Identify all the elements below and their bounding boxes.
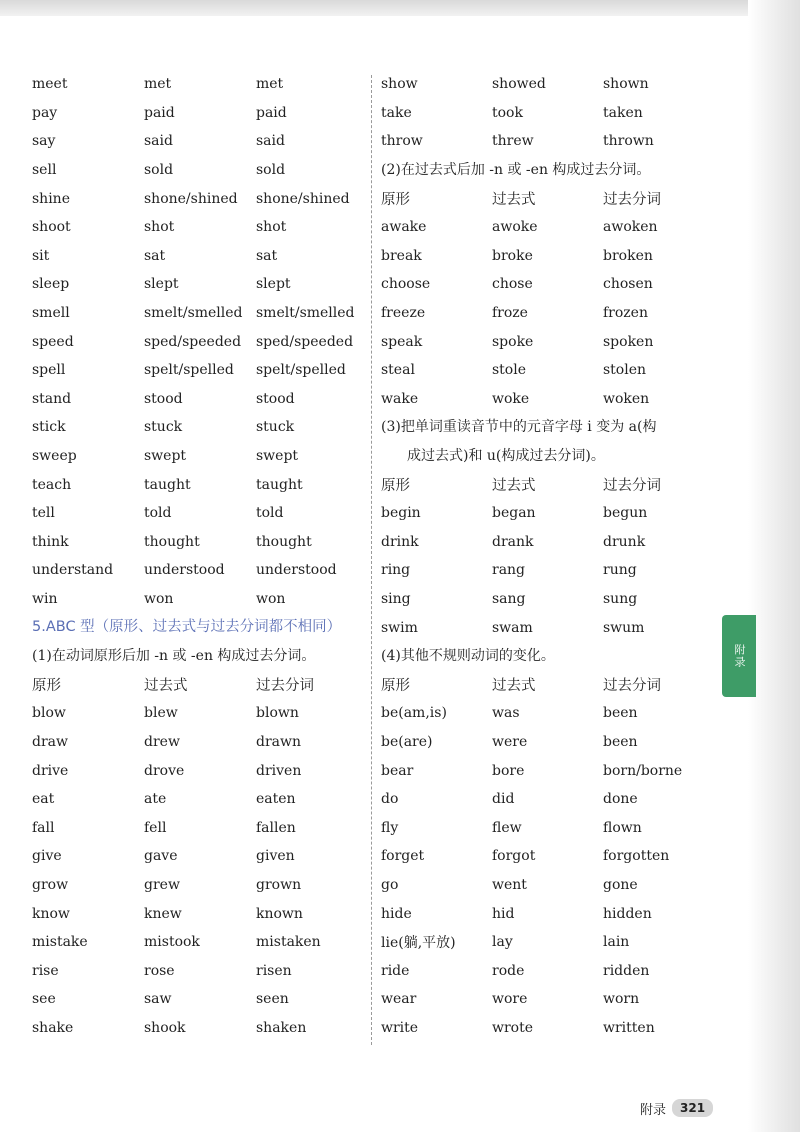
past-tense: thought — [144, 533, 200, 550]
table-row — [32, 842, 372, 871]
table-row — [32, 413, 372, 442]
table-row — [381, 299, 716, 328]
past-participle: shot — [256, 219, 287, 236]
table-row — [32, 728, 372, 757]
base-form: tell — [32, 505, 55, 522]
page-edge-shading — [748, 0, 800, 1132]
past-participle: spoken — [603, 333, 654, 350]
past-tense: shook — [144, 1019, 186, 1036]
past-participle: born/borne — [603, 762, 683, 779]
past-participle: eaten — [256, 791, 296, 808]
past-participle: won — [256, 590, 286, 607]
past-tense: drank — [492, 533, 534, 550]
past-participle: woken — [603, 390, 650, 407]
verb-table-sub3 — [381, 499, 716, 642]
past-tense: grew — [144, 876, 180, 893]
table-row — [32, 585, 372, 614]
table-row — [32, 99, 372, 128]
base-form: win — [32, 590, 58, 607]
past-participle: swept — [256, 448, 299, 465]
past-tense: mistook — [144, 934, 200, 951]
past-tense: woke — [492, 390, 530, 407]
verb-table-sub4 — [381, 699, 716, 1042]
past-tense: stuck — [144, 419, 183, 436]
header-past-tense: 过去式 — [144, 678, 188, 695]
past-participle: awoken — [603, 219, 658, 236]
past-participle: drunk — [603, 533, 646, 550]
past-participle: stood — [256, 390, 295, 407]
base-form: lie(躺,平放) — [381, 935, 456, 952]
past-tense: swept — [144, 448, 187, 465]
past-tense: stole — [492, 362, 527, 379]
table-row — [32, 813, 372, 842]
past-tense: sped/speeded — [144, 333, 242, 350]
past-participle: swum — [603, 619, 645, 636]
base-form: understand — [32, 562, 114, 579]
past-tense: swam — [492, 619, 533, 636]
past-tense: were — [492, 733, 528, 750]
past-tense: did — [492, 791, 515, 808]
table-row — [32, 556, 372, 585]
right-column — [381, 70, 716, 1042]
past-participle: met — [256, 76, 284, 93]
base-form: bear — [381, 762, 414, 779]
header-base-form: 原形 — [32, 678, 61, 695]
past-participle: said — [256, 133, 285, 150]
past-participle: been — [603, 705, 638, 722]
past-participle: stolen — [603, 362, 647, 379]
past-tense: sold — [144, 162, 174, 179]
base-form: take — [381, 104, 412, 121]
table-row — [32, 184, 372, 213]
base-form: choose — [381, 276, 431, 293]
past-participle: stuck — [256, 419, 295, 436]
table-row — [381, 842, 716, 871]
past-tense: shot — [144, 219, 175, 236]
base-form: shoot — [32, 219, 71, 236]
table-row — [32, 270, 372, 299]
base-form: stand — [32, 390, 72, 407]
header-base-form: 原形 — [381, 192, 410, 209]
base-form: spell — [32, 362, 66, 379]
table-row — [32, 127, 372, 156]
table-row — [32, 442, 372, 471]
past-tense: taught — [144, 476, 191, 493]
past-participle: shone/shined — [256, 190, 350, 207]
base-form: swim — [381, 619, 418, 636]
past-tense: stood — [144, 390, 183, 407]
base-form: begin — [381, 505, 421, 522]
past-tense: said — [144, 133, 173, 150]
base-form: rise — [32, 962, 59, 979]
table-row — [381, 327, 716, 356]
table-header-row — [381, 184, 716, 213]
table-row — [32, 699, 372, 728]
side-tab-label: 附录 — [733, 644, 746, 668]
verb-table-top-right — [381, 70, 716, 156]
header-past-participle: 过去分词 — [603, 678, 661, 695]
base-form: go — [381, 876, 399, 893]
past-participle: chosen — [603, 276, 653, 293]
past-tense: awoke — [492, 219, 538, 236]
base-form: wake — [381, 390, 419, 407]
table-row — [381, 1014, 716, 1043]
table-row — [32, 385, 372, 414]
base-form: ring — [381, 562, 411, 579]
past-tense: paid — [144, 104, 175, 121]
table-row — [381, 956, 716, 985]
header-past-participle: 过去分词 — [603, 478, 661, 495]
base-form: think — [32, 533, 69, 550]
past-tense: ate — [144, 791, 167, 808]
base-form: shine — [32, 190, 70, 207]
base-form: wear — [381, 991, 417, 1008]
base-form: mistake — [32, 934, 88, 951]
past-tense: bore — [492, 762, 525, 779]
past-participle: taught — [256, 476, 303, 493]
table-row — [381, 499, 716, 528]
past-tense: saw — [144, 991, 172, 1008]
table-row — [32, 756, 372, 785]
header-base-form: 原形 — [381, 678, 410, 695]
past-participle: known — [256, 905, 303, 922]
past-participle: worn — [603, 991, 640, 1008]
table-row — [32, 528, 372, 557]
past-tense: told — [144, 505, 172, 522]
base-form: drink — [381, 533, 419, 550]
base-form: steal — [381, 362, 415, 379]
table-row — [381, 928, 716, 957]
table-row — [381, 528, 716, 557]
past-tense: drove — [144, 762, 185, 779]
past-tense: met — [144, 76, 172, 93]
base-form: pay — [32, 104, 58, 121]
table-row — [381, 213, 716, 242]
past-participle: ridden — [603, 962, 650, 979]
table-row — [32, 871, 372, 900]
verb-table-top-left — [32, 70, 372, 613]
past-participle: written — [603, 1019, 655, 1036]
base-form: see — [32, 991, 56, 1008]
past-participle: broken — [603, 247, 653, 264]
page-top-shadow — [0, 0, 800, 16]
past-tense: showed — [492, 76, 546, 93]
base-form: speed — [32, 333, 74, 350]
base-form: sing — [381, 590, 411, 607]
header-past-tense: 过去式 — [492, 192, 536, 209]
past-tense: broke — [492, 247, 533, 264]
header-past-tense: 过去式 — [492, 678, 536, 695]
table-row — [381, 127, 716, 156]
past-tense: wore — [492, 991, 528, 1008]
base-form: stick — [32, 419, 66, 436]
table-row — [381, 613, 716, 642]
past-tense: sat — [144, 247, 166, 264]
past-participle: blown — [256, 705, 299, 722]
table-row — [32, 899, 372, 928]
page-footer — [640, 1098, 713, 1118]
table-row — [381, 356, 716, 385]
table-row — [381, 270, 716, 299]
table-header-row — [381, 670, 716, 699]
table-row — [381, 985, 716, 1014]
base-form: hide — [381, 905, 412, 922]
past-tense: slept — [144, 276, 179, 293]
base-form: know — [32, 905, 70, 922]
base-form: forget — [381, 848, 425, 865]
base-form: freeze — [381, 305, 426, 322]
past-tense: drew — [144, 733, 180, 750]
past-tense: won — [144, 590, 174, 607]
base-form: blow — [32, 705, 66, 722]
past-tense: shone/shined — [144, 190, 238, 207]
past-tense: smelt/smelled — [144, 305, 243, 322]
subsection-1-title: (1)在动词原形后加 -n 或 -en 构成过去分词。 — [32, 647, 316, 664]
past-participle: mistaken — [256, 934, 321, 951]
subsection-2-title: (2)在过去式后加 -n 或 -en 构成过去分词。 — [381, 161, 651, 178]
past-tense: flew — [492, 819, 522, 836]
past-participle: rung — [603, 562, 637, 579]
past-participle: shaken — [256, 1019, 307, 1036]
verb-table-sub1 — [32, 699, 372, 1042]
past-participle: sung — [603, 590, 638, 607]
page-number-badge: 321 — [672, 1099, 713, 1117]
table-row — [381, 785, 716, 814]
subsection-3-title-line2: 成过去式)和 u(构成过去分词)。 — [407, 447, 605, 464]
base-form: shake — [32, 1019, 74, 1036]
table-row — [32, 70, 372, 99]
base-form: sell — [32, 162, 57, 179]
past-tense: gave — [144, 848, 178, 865]
past-tense: took — [492, 104, 523, 121]
table-row — [381, 385, 716, 414]
table-row — [32, 1014, 372, 1043]
past-participle: taken — [603, 104, 643, 121]
past-tense: rose — [144, 962, 175, 979]
base-form: sweep — [32, 448, 77, 465]
past-tense: froze — [492, 305, 528, 322]
past-participle: sped/speeded — [256, 333, 354, 350]
footer-label: 附录 — [640, 1102, 667, 1118]
base-form: sit — [32, 247, 50, 264]
past-tense: fell — [144, 819, 167, 836]
past-participle: begun — [603, 505, 648, 522]
base-form: give — [32, 848, 62, 865]
past-tense: sang — [492, 590, 526, 607]
past-tense: spelt/spelled — [144, 362, 234, 379]
past-participle: sat — [256, 247, 278, 264]
past-participle: risen — [256, 962, 292, 979]
past-participle: shown — [603, 76, 649, 93]
table-row — [381, 899, 716, 928]
past-participle: been — [603, 733, 638, 750]
table-row — [32, 985, 372, 1014]
table-row — [32, 299, 372, 328]
past-participle: slept — [256, 276, 291, 293]
base-form: eat — [32, 791, 55, 808]
past-tense: forgot — [492, 848, 536, 865]
past-participle: paid — [256, 104, 287, 121]
past-participle: sold — [256, 162, 286, 179]
past-tense: spoke — [492, 333, 534, 350]
base-form: speak — [381, 333, 423, 350]
table-row — [381, 585, 716, 614]
table-header-row — [32, 670, 372, 699]
base-form: write — [381, 1019, 419, 1036]
past-tense: lay — [492, 934, 513, 951]
past-tense: was — [492, 705, 520, 722]
past-tense: wrote — [492, 1019, 534, 1036]
past-participle: gone — [603, 876, 638, 893]
base-form: grow — [32, 876, 69, 893]
table-row — [381, 242, 716, 271]
base-form: fall — [32, 819, 55, 836]
subsection-3-title-line1: (3)把单词重读音节中的元音字母 i 变为 a(构 — [381, 419, 657, 436]
past-tense: blew — [144, 705, 178, 722]
base-form: drive — [32, 762, 69, 779]
header-past-tense: 过去式 — [492, 478, 536, 495]
past-tense: knew — [144, 905, 182, 922]
base-form: smell — [32, 305, 70, 322]
left-column — [32, 70, 372, 1042]
past-tense: hid — [492, 905, 515, 922]
table-row — [381, 871, 716, 900]
base-form: be(am,is) — [381, 705, 447, 722]
appendix-side-tab[interactable] — [722, 615, 756, 697]
base-form: sleep — [32, 276, 70, 293]
table-row — [32, 156, 372, 185]
section-5-title: 5.ABC 型（原形、过去式与过去分词都不相同） — [32, 619, 342, 636]
table-row — [381, 728, 716, 757]
header-base-form: 原形 — [381, 478, 410, 495]
past-participle: driven — [256, 762, 302, 779]
past-participle: fallen — [256, 819, 296, 836]
base-form: teach — [32, 476, 72, 493]
base-form: fly — [381, 819, 399, 836]
past-participle: given — [256, 848, 295, 865]
past-tense: began — [492, 505, 536, 522]
base-form: draw — [32, 733, 68, 750]
past-participle: flown — [603, 819, 642, 836]
past-participle: drawn — [256, 733, 302, 750]
verb-table-sub2 — [381, 213, 716, 413]
table-header-row — [381, 470, 716, 499]
past-tense: threw — [492, 133, 534, 150]
table-row — [32, 327, 372, 356]
past-participle: done — [603, 791, 638, 808]
table-row — [32, 499, 372, 528]
past-participle: grown — [256, 876, 302, 893]
base-form: throw — [381, 133, 423, 150]
base-form: ride — [381, 962, 410, 979]
base-form: say — [32, 133, 56, 150]
past-tense: rode — [492, 962, 525, 979]
past-participle: understood — [256, 562, 337, 579]
header-past-participle: 过去分词 — [256, 678, 314, 695]
base-form: break — [381, 247, 422, 264]
table-row — [381, 813, 716, 842]
past-participle: smelt/smelled — [256, 305, 355, 322]
table-row — [32, 213, 372, 242]
base-form: meet — [32, 76, 68, 93]
base-form: show — [381, 76, 418, 93]
past-participle: lain — [603, 934, 630, 951]
table-row — [381, 70, 716, 99]
past-tense: chose — [492, 276, 533, 293]
base-form: do — [381, 791, 399, 808]
table-row — [32, 242, 372, 271]
table-row — [381, 556, 716, 585]
table-row — [32, 928, 372, 957]
base-form: be(are) — [381, 733, 433, 750]
table-row — [32, 956, 372, 985]
past-participle: frozen — [603, 305, 648, 322]
table-row — [32, 470, 372, 499]
subsection-4-title: (4)其他不规则动词的变化。 — [381, 647, 555, 664]
table-row — [381, 756, 716, 785]
table-row — [32, 785, 372, 814]
past-participle: thrown — [603, 133, 654, 150]
past-tense: understood — [144, 562, 225, 579]
table-row — [381, 699, 716, 728]
past-participle: forgotten — [603, 848, 670, 865]
past-participle: thought — [256, 533, 312, 550]
past-participle: spelt/spelled — [256, 362, 346, 379]
header-past-participle: 过去分词 — [603, 192, 661, 209]
past-tense: went — [492, 876, 527, 893]
past-participle: told — [256, 505, 284, 522]
past-participle: seen — [256, 991, 289, 1008]
base-form: awake — [381, 219, 427, 236]
table-row — [381, 99, 716, 128]
table-row — [32, 356, 372, 385]
past-participle: hidden — [603, 905, 652, 922]
past-tense: rang — [492, 562, 526, 579]
